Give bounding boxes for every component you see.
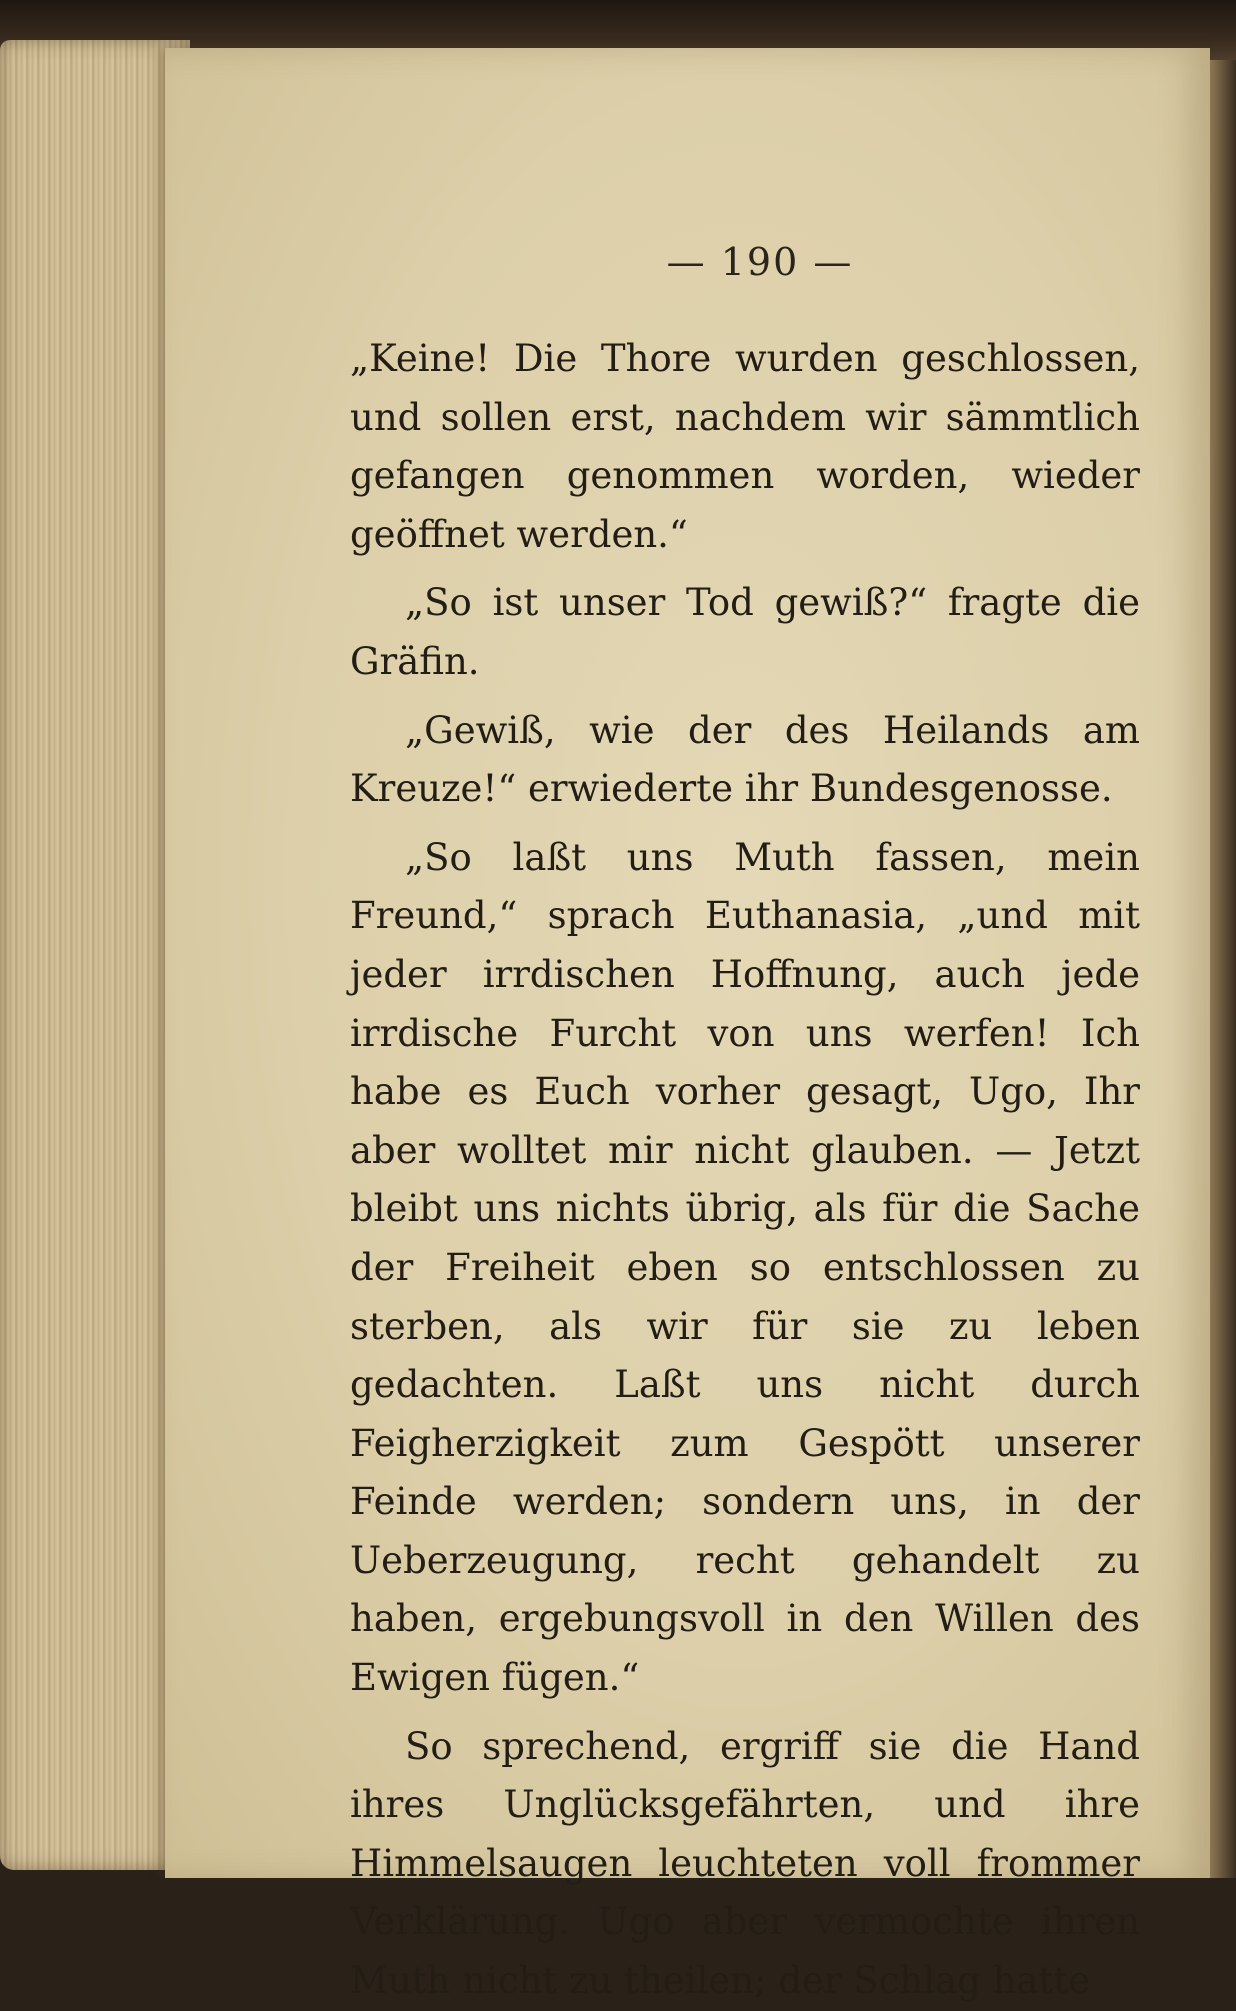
page-number: — 190 — (666, 240, 854, 284)
paragraph-5: So sprechend, ergriff sie die Hand ihres Unglücksgefährten, und ihre Himmelsaugen leuchteten voll frommer Verklärung. Ugo aber vermochte ihren Muth nicht zu theilen; der Schlag hatte (350, 1724, 1140, 2003)
paragraph-1: „Keine! Die Thore wurden geschlossen, und sollen erst, nachdem wir sämmtlich gefangen genommen worden, wieder geöffnet werden.“ (350, 337, 1140, 556)
binding-shadow (1210, 60, 1236, 1880)
page-text (350, 330, 1140, 2011)
paragraph-3: „Gewiß, wie der des Heilands am Kreuze!“ erwiederte ihr Bundesgenosse. (350, 708, 1140, 811)
paragraph-2: „So ist unser Tod gewiß?“ fragte die Gräfin. (350, 581, 1140, 683)
page-edges (0, 40, 190, 1870)
paragraph-4: „So laßt uns Muth fassen, mein Freund,“ sprach Euthanasia, „und mit jeder irrdischen Hoffnung, auch jede irrdische Furcht von uns werfen! Ich habe es Euch vorher gesagt, Ugo, Ihr aber wolltet mir nicht glauben. — Jetzt bleibt uns nichts übrig, als für die Sache der Freiheit eben so entschlossen zu sterben, als wir für sie zu leben gedachten. Laßt uns nicht durch Feigherzigkeit zum Gespött unserer Feinde werden; sondern uns, in der Ueberzeugung, recht gehandelt zu haben, ergebungsvoll in den Willen des Ewigen fügen.“ (350, 835, 1140, 1700)
